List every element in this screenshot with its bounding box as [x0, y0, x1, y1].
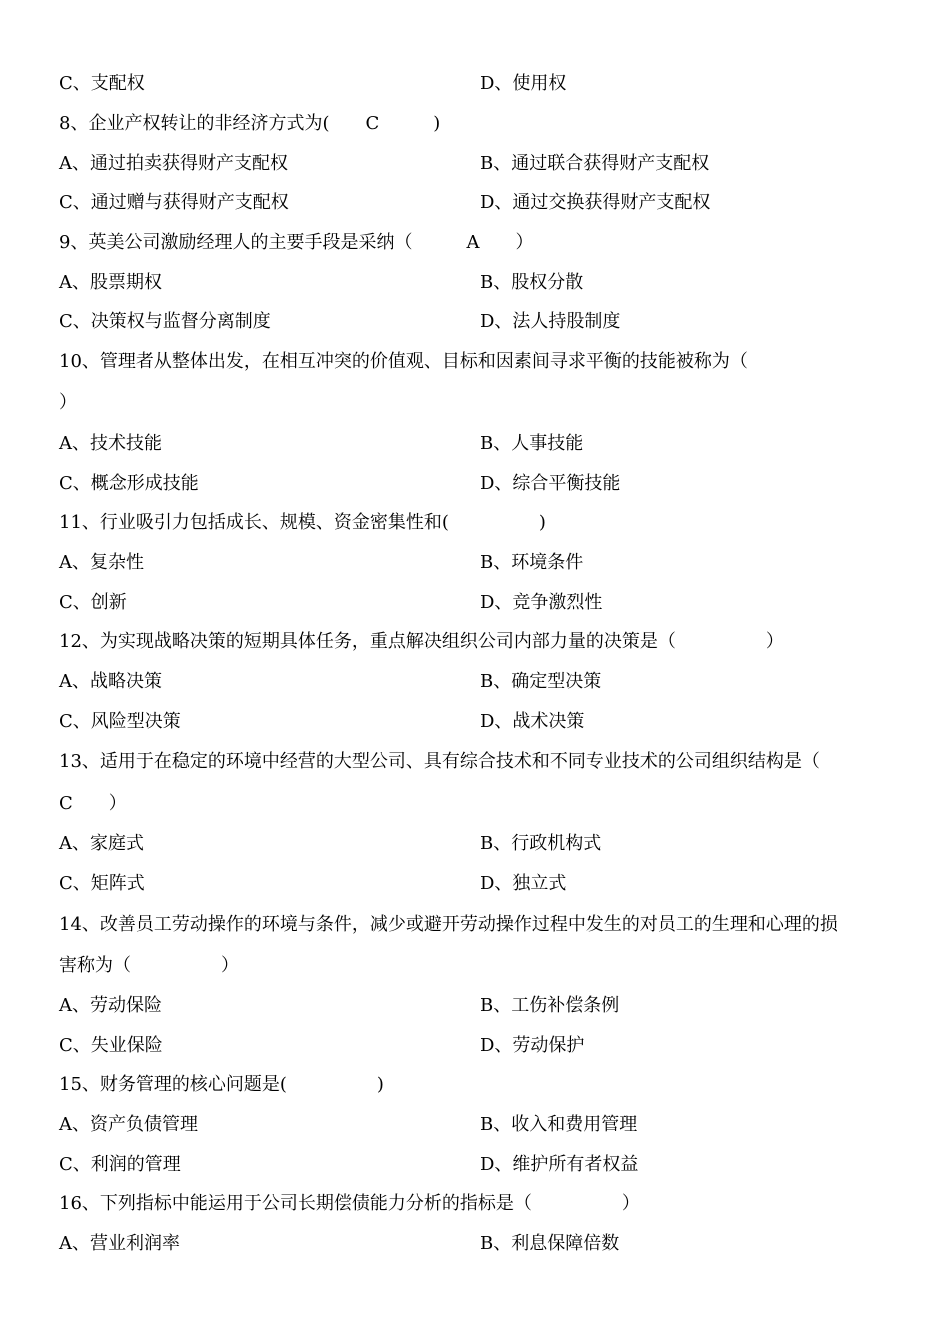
q16-option-b: B、利息保障倍数	[480, 1233, 620, 1254]
q9-option-a: A、股票期权	[59, 272, 162, 293]
q10-stem-line2: ）	[59, 392, 77, 413]
q13-option-a: A、家庭式	[59, 833, 144, 854]
q14-option-c: C、失业保险	[59, 1035, 163, 1056]
q10-stem-line1: 10、管理者从整体出发，在相互冲突的价值观、目标和因素间寻求平衡的技能被称为（	[59, 351, 748, 372]
q14-stem-line2: 害称为（ ）	[59, 955, 239, 976]
q16-option-a: A、营业利润率	[59, 1233, 180, 1254]
q9-option-b: B、股权分散	[480, 272, 584, 293]
q8-option-b: B、通过联合获得财产支配权	[480, 153, 710, 174]
q14-stem-line1: 14、改善员工劳动操作的环境与条件，减少或避开劳动操作过程中发生的对员工的生理和心理的损	[59, 914, 838, 935]
q12-option-a: A、战略决策	[59, 671, 162, 692]
q11-option-c: C、创新	[59, 592, 127, 613]
q15-option-c: C、利润的管理	[59, 1154, 181, 1175]
q13-option-d: D、独立式	[480, 873, 567, 894]
q14-option-b: B、工伤补偿条例	[480, 995, 620, 1016]
q9-stem: 9、英美公司激励经理人的主要手段是采纳（ A ）	[59, 232, 534, 253]
q10-option-d: D、综合平衡技能	[480, 473, 621, 494]
q16-stem: 16、下列指标中能运用于公司长期偿债能力分析的指标是（ ）	[59, 1193, 640, 1214]
q13-option-b: B、行政机构式	[480, 833, 602, 854]
q13-stem-line1: 13、适用于在稳定的环境中经营的大型公司、具有综合技术和不同专业技术的公司组织结构是（	[59, 751, 820, 772]
q7-option-c: C、支配权	[59, 73, 145, 94]
q15-stem: 15、财务管理的核心问题是( )	[59, 1074, 384, 1095]
q8-option-c: C、通过赠与获得财产支配权	[59, 192, 289, 213]
q10-option-a: A、技术技能	[59, 433, 162, 454]
q7-option-d: D、使用权	[480, 73, 567, 94]
q13-option-c: C、矩阵式	[59, 873, 145, 894]
q15-option-b: B、收入和费用管理	[480, 1114, 638, 1135]
q8-stem: 8、企业产权转让的非经济方式为( C )	[59, 113, 441, 134]
q12-option-c: C、风险型决策	[59, 711, 181, 732]
q15-option-a: A、资产负债管理	[59, 1114, 198, 1135]
q11-option-b: B、环境条件	[480, 552, 584, 573]
q10-option-c: C、概念形成技能	[59, 473, 199, 494]
q14-option-d: D、劳动保护	[480, 1035, 585, 1056]
q13-stem-line2: C ）	[59, 793, 127, 814]
q12-option-d: D、战术决策	[480, 711, 585, 732]
q11-option-a: A、复杂性	[59, 552, 144, 573]
q11-stem: 11、行业吸引力包括成长、规模、资金密集性和( )	[59, 512, 546, 533]
q10-option-b: B、人事技能	[480, 433, 584, 454]
q9-option-c: C、决策权与监督分离制度	[59, 311, 271, 332]
q12-option-b: B、确定型决策	[480, 671, 602, 692]
q12-stem: 12、为实现战略决策的短期具体任务，重点解决组织公司内部力量的决策是（ ）	[59, 631, 784, 652]
q8-option-a: A、通过拍卖获得财产支配权	[59, 153, 288, 174]
q11-option-d: D、竞争激烈性	[480, 592, 603, 613]
q14-option-a: A、劳动保险	[59, 995, 162, 1016]
q9-option-d: D、法人持股制度	[480, 311, 621, 332]
q8-option-d: D、通过交换获得财产支配权	[480, 192, 711, 213]
q15-option-d: D、维护所有者权益	[480, 1154, 639, 1175]
